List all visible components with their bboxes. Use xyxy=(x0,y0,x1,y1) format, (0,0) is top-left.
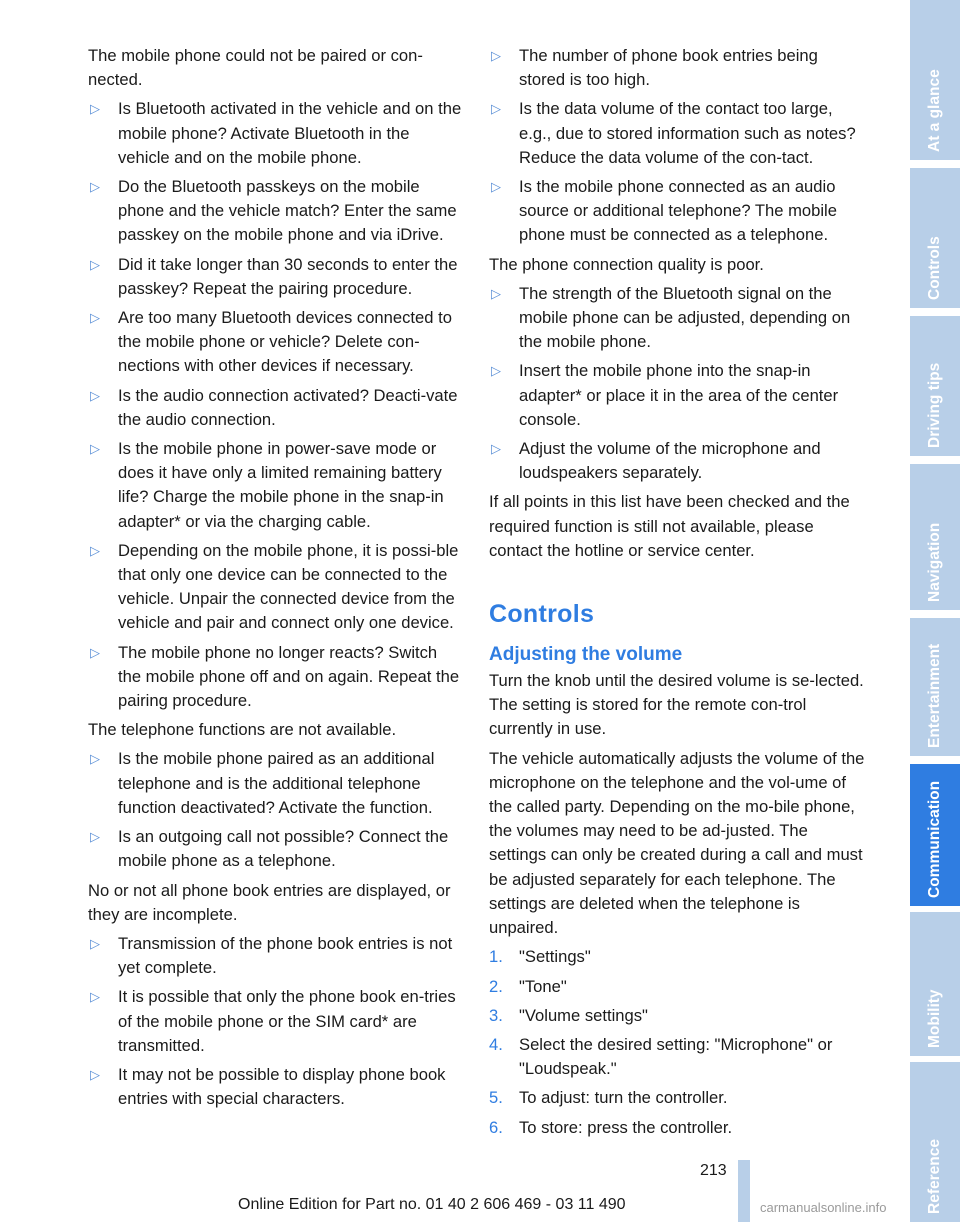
bullet-item xyxy=(489,97,865,170)
bullet-item xyxy=(489,359,865,432)
bullet-item xyxy=(88,175,464,248)
page-number: 213 xyxy=(700,1162,727,1179)
bullet-text: It may not be possible to display phone book entries with special characters. xyxy=(118,1064,446,1109)
bullet-text: Did it take longer than 30 seconds to enter the passkey? Repeat the pairing procedure. xyxy=(118,254,458,298)
bullet-text: Depending on the mobile phone, it is possi-ble that only one device can be connected to the vehicle. Unpair the connected device from the vehicle and pair and connect only one device. xyxy=(118,540,459,633)
bullet-text: Are too many Bluetooth devices connected to the mobile phone or vehicle? Delete con-nections with other devices if necessary. xyxy=(118,308,452,376)
bullet-item xyxy=(88,539,464,636)
numbered-step xyxy=(489,1004,865,1028)
bullet-item xyxy=(88,747,464,820)
bullet-item xyxy=(88,384,464,432)
bullet-arrow-icon: ▷ xyxy=(90,935,100,951)
bullet-item xyxy=(489,437,865,485)
bullet-item xyxy=(88,932,464,980)
bullet-item xyxy=(88,306,464,379)
right-column xyxy=(489,44,865,1145)
bullet-text: Transmission of the phone book entries is not yet complete. xyxy=(118,933,453,978)
bullet-text: Do the Bluetooth passkeys on the mobile phone and the vehicle match? Enter the same passkey on the mobile phone and via iDrive. xyxy=(118,177,457,245)
left-column xyxy=(88,44,464,1116)
bullet-arrow-icon: ▷ xyxy=(491,48,501,63)
step-number: 2. xyxy=(489,976,503,996)
numbered-step xyxy=(489,1086,865,1110)
bullet-text: The number of phone book entries being stored is too high. xyxy=(519,46,818,90)
bullet-item xyxy=(88,437,464,534)
bullet-arrow-icon: ▷ xyxy=(90,387,100,403)
bullet-item xyxy=(88,1063,464,1111)
paragraph: If all points in this list have been checked and the required function is still not available, please contact the hotline or service center. xyxy=(489,492,850,560)
bullet-text: Is Bluetooth activated in the vehicle and on the mobile phone? Activate Bluetooth in the vehicle and on the mobile phone. xyxy=(118,99,462,167)
chapter-tab-entertainment[interactable] xyxy=(910,618,960,756)
bullet-item xyxy=(489,175,865,248)
watermark: carmanualsonline.info xyxy=(760,1200,887,1215)
bullet-arrow-icon: ▷ xyxy=(90,989,100,1005)
chapter-tab-label: At a glance xyxy=(926,69,943,152)
chapter-tab-label: Navigation xyxy=(926,522,943,602)
bullet-item xyxy=(489,282,865,355)
bullet-item xyxy=(88,825,464,873)
bullet-arrow-icon: ▷ xyxy=(90,101,100,117)
step-text: To adjust: turn the controller. xyxy=(519,1088,728,1108)
step-number: 3. xyxy=(489,1005,503,1025)
bullet-arrow-icon: ▷ xyxy=(491,441,501,457)
chapter-tab-driving-tips[interactable] xyxy=(910,316,960,456)
step-text: To store: press the controller. xyxy=(519,1117,733,1137)
bullet-item xyxy=(489,44,865,92)
step-text: "Settings" xyxy=(519,947,591,967)
numbered-step xyxy=(489,1116,865,1140)
chapter-tab-controls[interactable] xyxy=(910,168,960,308)
bullet-arrow-icon: ▷ xyxy=(90,179,100,195)
bullet-arrow-icon: ▷ xyxy=(491,285,501,301)
bullet-arrow-icon: ▷ xyxy=(90,310,100,326)
page-number-bar xyxy=(738,1160,750,1222)
bullet-arrow-icon: ▷ xyxy=(491,179,501,195)
step-number: 5. xyxy=(489,1088,503,1108)
paragraph: The mobile phone could not be paired or con-nected. xyxy=(88,46,423,90)
bullet-arrow-icon: ▷ xyxy=(90,751,100,767)
step-text: "Volume settings" xyxy=(519,1005,648,1025)
chapter-tab-label: Communication xyxy=(926,780,943,898)
numbered-step xyxy=(489,975,865,999)
paragraph: The telephone functions are not available. xyxy=(88,720,397,740)
numbered-step xyxy=(489,1033,865,1081)
chapter-tabs xyxy=(910,0,960,1222)
chapter-tab-mobility[interactable] xyxy=(910,912,960,1056)
paragraph: The phone connection quality is poor. xyxy=(489,254,764,274)
step-number: 4. xyxy=(489,1034,503,1054)
chapter-tab-label: Mobility xyxy=(926,989,943,1048)
paragraph: The vehicle automatically adjusts the volume of the microphone on the telephone and the vol-ume of the called party. Depending on the mo-bile phone, the volumes may need to be ad-justed. The settings can only be created during a call and must be adjusted separately for each telephone. The settings are deleted when the telephone is unpaired. xyxy=(489,748,865,938)
section-heading: Controls xyxy=(489,600,595,629)
bullet-arrow-icon: ▷ xyxy=(90,542,100,558)
bullet-item xyxy=(88,985,464,1058)
step-number: 6. xyxy=(489,1117,503,1137)
chapter-tab-label: Driving tips xyxy=(926,362,943,448)
bullet-item xyxy=(88,97,464,170)
bullet-text: Is an outgoing call not possible? Connect the mobile phone as a telephone. xyxy=(118,827,449,871)
bullet-text: The mobile phone no longer reacts? Switch the mobile phone off and on again. Repeat the pairing procedure. xyxy=(118,642,460,711)
bullet-arrow-icon: ▷ xyxy=(90,441,100,457)
bullet-text: Is the mobile phone connected as an audio source or additional telephone? The mobile phone must be connected as a telephone. xyxy=(519,177,837,245)
bullet-arrow-icon: ▷ xyxy=(491,101,501,117)
chapter-tab-navigation[interactable] xyxy=(910,464,960,610)
bullet-item xyxy=(88,641,464,714)
edition-footer: Online Edition for Part no. 01 40 2 606 469 - 03 11 490 xyxy=(238,1196,626,1213)
paragraph: Turn the knob until the desired volume is se-lected. The setting is stored for the remote con-trol currently in use. xyxy=(489,671,864,739)
bullet-arrow-icon: ▷ xyxy=(90,256,100,272)
bullet-text: Is the audio connection activated? Deacti-vate the audio connection. xyxy=(118,385,458,429)
bullet-text: Is the mobile phone in power-save mode or does it have only a limited remaining battery life? Charge the mobile phone in the snap-in adapter* or via the charging cable. xyxy=(118,439,444,531)
bullet-arrow-icon: ▷ xyxy=(90,644,100,660)
bullet-arrow-icon: ▷ xyxy=(491,363,501,379)
chapter-tab-reference[interactable] xyxy=(910,1062,960,1222)
bullet-text: It is possible that only the phone book en-tries of the mobile phone or the SIM card* are transmitted. xyxy=(118,987,456,1055)
bullet-text: The strength of the Bluetooth signal on the mobile phone can be adjusted, depending on the mobile phone. xyxy=(519,283,851,352)
step-text: Select the desired setting: "Microphone" or "Loudspeak." xyxy=(519,1034,833,1079)
bullet-arrow-icon: ▷ xyxy=(90,829,100,845)
subsection-heading: Adjusting the volume xyxy=(489,644,683,666)
bullet-arrow-icon: ▷ xyxy=(90,1066,100,1082)
numbered-step xyxy=(489,945,865,969)
chapter-tab-label: Controls xyxy=(926,236,943,300)
bullet-item xyxy=(88,253,464,301)
paragraph: No or not all phone book entries are displayed, or they are incomplete. xyxy=(88,880,451,924)
step-text: "Tone" xyxy=(519,976,567,996)
chapter-tab-label: Entertainment xyxy=(926,643,943,748)
chapter-tab-communication[interactable] xyxy=(910,764,960,906)
bullet-text: Is the mobile phone paired as an additional telephone and is the additional telephone function deactivated? Activate the function. xyxy=(118,749,435,817)
bullet-text: Adjust the volume of the microphone and loudspeakers separately. xyxy=(519,439,821,483)
step-number: 1. xyxy=(489,947,503,967)
chapter-tab-at-a-glance[interactable] xyxy=(910,0,960,160)
chapter-tab-label: Reference xyxy=(926,1139,943,1214)
bullet-text: Is the data volume of the contact too large, e.g., due to stored information such as notes? Reduce the data volume of the con-tact. xyxy=(519,99,856,167)
bullet-text: Insert the mobile phone into the snap-in adapter* or place it in the area of the center console. xyxy=(519,361,839,429)
